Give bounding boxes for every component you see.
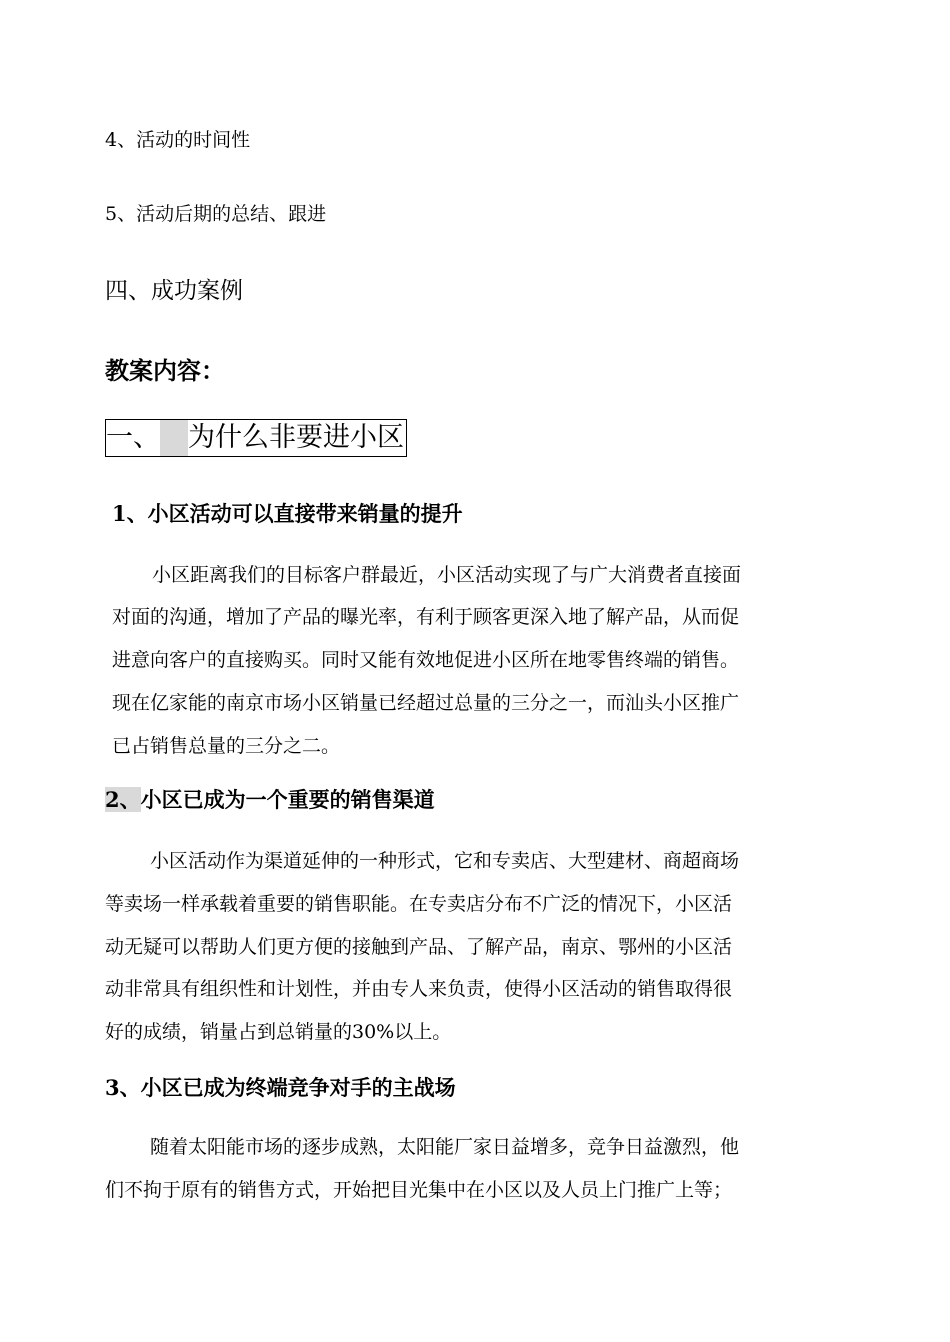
point-2-line: 等卖场一样承载着重要的销售职能。在专卖店分布不广泛的情况下，小区活 (105, 893, 733, 915)
point-1-line: 对面的沟通，增加了产品的曝光率，有利于顾客更深入地了解产品，从而促 (112, 606, 740, 628)
point-2-text: 小区已成为一个重要的销售渠道 (140, 787, 435, 812)
point-1-line: 进意向客户的直接购买。同时又能有效地促进小区所在地零售终端的销售。 (112, 649, 740, 671)
outline-section-4: 四、成功案例 (105, 278, 243, 304)
point-1-line: 现在亿家能的南京市场小区销量已经超过总量的三分之一，而汕头小区推广 (112, 692, 740, 714)
point-2-title (105, 784, 435, 814)
point-3-line: 随着太阳能市场的逐步成熟，太阳能厂家日益增多，竞争日益激烈，他 (150, 1136, 740, 1158)
point-1-line: 已占销售总量的三分之二。 (112, 735, 341, 757)
chapter-1-number: 一、 (106, 422, 160, 453)
point-1-line: 小区距离我们的目标客户群最近，小区活动实现了与广大消费者直接面 (152, 564, 742, 586)
point-2-line: 好的成绩，销量占到总销量的30%以上。 (105, 1021, 452, 1043)
point-2-line: 动非常具有组织性和计划性，并由专人来负责，使得小区活动的销售取得很 (105, 978, 733, 1000)
lesson-heading: 教案内容： (105, 356, 225, 385)
point-2-line: 小区活动作为渠道延伸的一种形式，它和专卖店、大型建材、商超商场 (150, 850, 740, 872)
point-1-title: 1、小区活动可以直接带来销量的提升 (112, 501, 463, 526)
point-3-title: 3、小区已成为终端竞争对手的主战场 (105, 1075, 456, 1100)
chapter-1-heading (105, 419, 407, 457)
chapter-1-title: 为什么非要进小区 (188, 422, 404, 453)
outline-item-4: 4、活动的时间性 (105, 129, 251, 151)
heading-shade (160, 420, 188, 456)
point-2-line: 动无疑可以帮助人们更方便的接触到产品、了解产品，南京、鄂州的小区活 (105, 936, 733, 958)
point-3-line: 们不拘于原有的销售方式，开始把目光集中在小区以及人员上门推广上等； (105, 1179, 733, 1201)
point-2-number: 2、 (105, 787, 141, 812)
outline-item-5: 5、活动后期的总结、跟进 (105, 203, 327, 225)
